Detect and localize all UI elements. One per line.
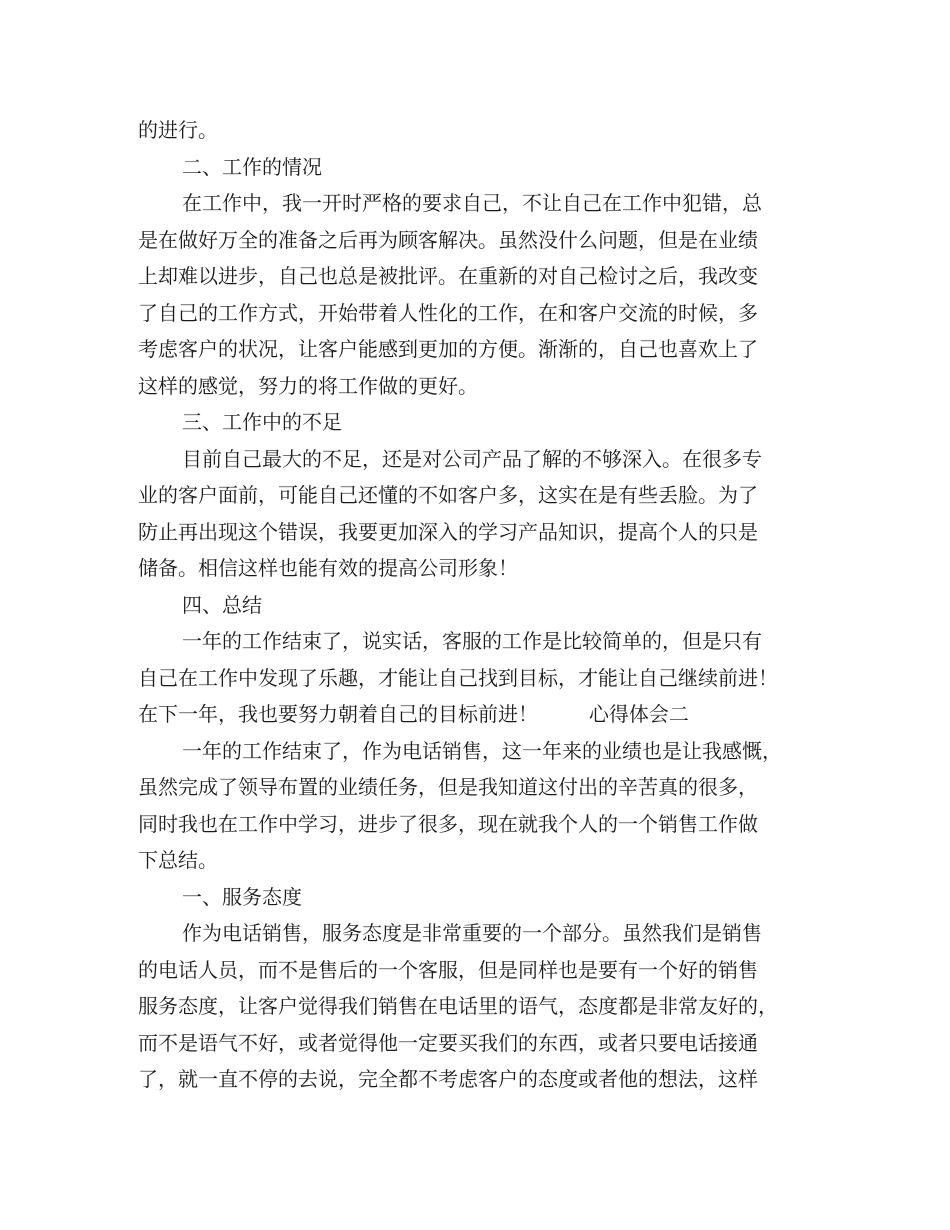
text-line: 防止再出现这个错误，我要更加深入的学习产品知识，提高个人的只是 <box>138 519 758 544</box>
section-heading: 三、工作中的不足 <box>182 410 342 434</box>
document-page <box>138 112 828 1098</box>
section-heading: 四、总结 <box>182 592 262 617</box>
text-line: 的进行。 <box>138 118 218 142</box>
text-line: 在工作中，我一开时严格的要求自己，不让自己在工作中犯错，总 <box>182 191 762 215</box>
text-line: 同时我也在工作中学习，进步了很多，现在就我个人的一个销售工作做 <box>138 811 758 836</box>
text-line: 虽然完成了领导布置的业绩任务，但是我知道这付出的辛苦真的很多， <box>138 775 758 799</box>
text-line: 一年的工作结束了，作为电话销售，这一年来的业绩也是让我感慨， <box>182 738 782 763</box>
text-line: 了，就一直不停的去说，完全都不考虑客户的态度或者他的想法，这样 <box>138 1067 758 1091</box>
text-line: 目前自己最大的不足，还是对公司产品了解的不够深入。在很多专 <box>182 446 762 471</box>
text-line: 的电话人员，而不是售后的一个客服，但是同样也是要有一个好的销售 <box>138 957 758 982</box>
text-line: 作为电话销售，服务态度是非常重要的一个部分。虽然我们是销售 <box>182 921 762 945</box>
text-line: 下总结。 <box>138 848 218 872</box>
text-line: 业的客户面前，可能自己还懂的不如客户多，这实在是有些丢脸。为了 <box>138 483 758 507</box>
text-line: 自己在工作中发现了乐趣，才能让自己找到目标，才能让自己继续前进！ <box>138 665 778 690</box>
text-line: 在下一年，我也要努力朝着自己的目标前进！ 心得体会二 <box>138 702 689 726</box>
text-line: 一年的工作结束了，说实话，客服的工作是比较简单的，但是只有 <box>182 629 762 653</box>
text-line: 考虑客户的状况，让客户能感到更加的方便。渐渐的，自己也喜欢上了 <box>138 337 758 361</box>
section-heading: 二、工作的情况 <box>182 154 322 179</box>
section-heading: 一、服务态度 <box>182 884 302 909</box>
text-line: 是在做好万全的准备之后再为顾客解决。虽然没什么问题，但是在业绩 <box>138 227 758 252</box>
text-line: 上却难以进步，自己也总是被批评。在重新的对自己检讨之后，我改变 <box>138 264 758 288</box>
text-line: 储备。相信这样也能有效的提高公司形象！ <box>138 556 518 580</box>
text-line: 服务态度，让客户觉得我们销售在电话里的语气，态度都是非常友好的， <box>138 994 778 1018</box>
text-line: 而不是语气不好，或者觉得他一定要买我们的东西，或者只要电话接通 <box>138 1030 758 1055</box>
text-line: 了自己的工作方式，开始带着人性化的工作，在和客户交流的时候，多 <box>138 300 758 325</box>
text-line: 这样的感觉，努力的将工作做的更好。 <box>138 373 478 398</box>
